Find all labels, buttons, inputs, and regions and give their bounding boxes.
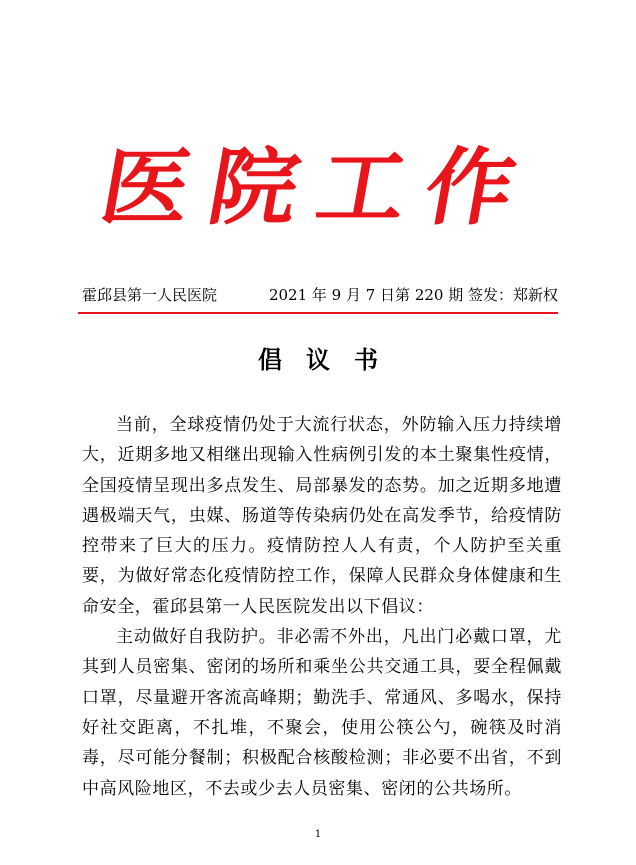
body-paragraph: 主动做好自我防护。非必需不外出，凡出门必戴口罩，尤其到人员密集、密闭的场所和乘坐公共交通工具，要全程佩戴口罩，尽量避开客流高峰期；勤洗手、常通风、多喝水，保持好社交距离，不扎堆，不聚会，使用公筷公勺，碗筷及时消毒，尽可能分餐制；积极配合核酸检测；非必要不出省，不到中高风险地区，不去或少去人员密集、密闭的公共场所。 bbox=[82, 627, 562, 799]
masthead-title: 医院工作 bbox=[93, 138, 543, 237]
document-title: 倡议书 bbox=[258, 346, 402, 374]
red-divider-line bbox=[78, 312, 558, 314]
body-paragraph: 当前，全球疫情仍处于大流行状态，外防输入压力持续增大，近期多地又相继出现输入性病例引发的本土聚集性疫情，全国疫情呈现出多点发生、局部暴发的态势。加之近期多地遭遇极端天气，虫媒、肠道等传染病仍处在高发季节，给疫情防控带来了巨大的压力。疫情防控人人有责，个人防护至关重要，为做好常态化疫情防控工作，保障人民群众身体健康和生命安全，霍邱县第一人民医院发出以下倡议： bbox=[82, 415, 562, 617]
issue-date-and-signer: 2021 年 9 月 7 日第 220 期 签发：郑新权 bbox=[268, 286, 558, 304]
page-number: 1 bbox=[314, 829, 322, 840]
issuing-organization: 霍邱县第一人民医院 bbox=[82, 286, 218, 304]
issue-info-line bbox=[82, 284, 558, 306]
document-body bbox=[82, 410, 562, 804]
